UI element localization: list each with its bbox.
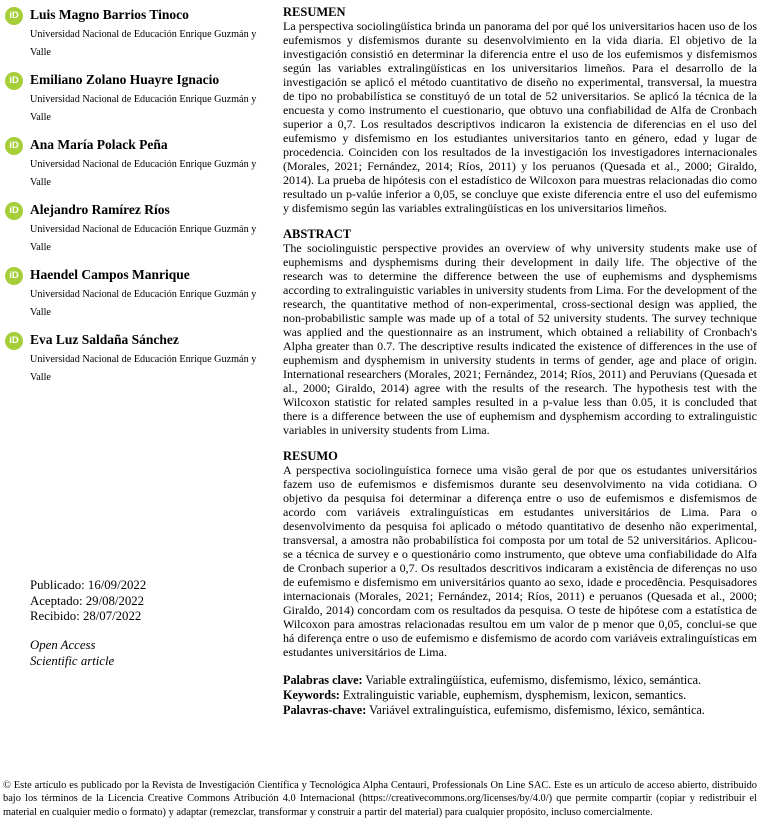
keyword-line-pt xyxy=(283,703,757,718)
author-name: Haendel Campos Manrique xyxy=(30,267,190,282)
published-date: Publicado: 16/09/2022 xyxy=(30,578,147,592)
orcid-icon[interactable] xyxy=(5,332,23,350)
orcid-icon-label: iD xyxy=(9,140,19,152)
author-entry xyxy=(5,201,273,255)
author-affiliation: Universidad Nacional de Educación Enrique Guzmán y Valle xyxy=(30,29,257,58)
author-text xyxy=(30,136,273,190)
section-abstract xyxy=(283,227,757,437)
author-affiliation: Universidad Nacional de Educación Enrique Guzmán y Valle xyxy=(30,289,257,318)
open-access-label: Open Access xyxy=(30,638,96,652)
keyword-line-es xyxy=(283,673,757,688)
access-block xyxy=(30,637,114,669)
author-text xyxy=(30,71,273,125)
author-entry xyxy=(5,266,273,320)
keyword-line-en xyxy=(283,688,757,703)
author-entry xyxy=(5,71,273,125)
author-name: Luis Magno Barrios Tinoco xyxy=(30,7,189,22)
orcid-icon-label: iD xyxy=(9,75,19,87)
author-text xyxy=(30,6,273,60)
orcid-icon[interactable] xyxy=(5,137,23,155)
orcid-icon[interactable] xyxy=(5,202,23,220)
author-affiliation: Universidad Nacional de Educación Enrique Guzmán y Valle xyxy=(30,354,257,383)
publication-dates xyxy=(30,578,146,625)
author-affiliation: Universidad Nacional de Educación Enrique Guzmán y Valle xyxy=(30,94,257,123)
keyword-label-en: Keywords: xyxy=(283,688,340,703)
keyword-label-pt: Palavras-chave: xyxy=(283,703,367,718)
abstract-body: The sociolinguistic perspective provides an overview of why university students make use of euphemisms and dysphemisms during their development in daily life. The objective of the research was to determine the difference between the use of euphemisms and dysphemisms according to extralinguistic variables in university students from Lima. For the development of the research, the quantitative method of non-experimental, cross-sectional design was applied, the non-probabilistic sample was made up of a total of 52 university students. The survey technique was applied and the questionnaire as an instrument, which obtained a reliability of Cronbach's Alpha greater than 0.7. The descriptive results indicated the existence of differences in the use of euphemism and dysphemism in university students in terms of gender, age and place of origin. International researchers (Morales, 2021; Fernández, 2014; Ríos, 2011) and Peruvians (Quesada et al., 2000; Giraldo, 2014) agree with the results of the research. The hypothesis test with the Wilcoxon statistic for related samples resulted in a p-value less than 0.05, it is concluded that there is a difference between the use of euphemism and dysphemism according to extralinguistic variables in university students from Lima. xyxy=(283,241,757,437)
keyword-text-es: Variable extralingüística, eufemismo, disfemismo, léxico, semántica. xyxy=(362,673,702,687)
author-entry xyxy=(5,331,273,385)
orcid-icon[interactable] xyxy=(5,267,23,285)
orcid-icon-label: iD xyxy=(9,335,19,347)
section-resumen xyxy=(283,5,757,215)
keyword-text-pt: Variável extralinguística, eufemismo, disfemismo, léxico, semântica. xyxy=(366,703,705,718)
orcid-icon-label: iD xyxy=(9,205,19,217)
author-text xyxy=(30,331,273,385)
license-text: © Este artículo es publicado por la Revista de Investigación Científica y Tecnológica Alpha Centauri, Professionals On Line SAC. Este es un artículo de acceso abierto, distribuido bajo los términos de la Licencia Creative Commons Atribución 4.0 Internacional (https://creativecommons.org/licenses/by/4.0/) que permite compartir (copiar y redistribuir el material en cualquier medio o formato) y adaptar (remezclar, transformar y construir a partir del material) para cualquier propósito, incluso comercialmente. xyxy=(3,779,757,818)
abstracts-panel xyxy=(283,5,757,719)
author-name: Emiliano Zolano Huayre Ignacio xyxy=(30,72,220,87)
received-date: Recibido: 28/07/2022 xyxy=(30,609,142,623)
author-affiliation: Universidad Nacional de Educación Enrique Guzmán y Valle xyxy=(30,159,257,188)
keyword-text-en: Extralinguistic variable, euphemism, dysphemism, lexicon, semantics. xyxy=(339,688,687,703)
article-type-label: Scientific article xyxy=(30,654,115,668)
author-name: Eva Luz Saldaña Sánchez xyxy=(30,332,179,347)
accepted-date: Aceptado: 29/08/2022 xyxy=(30,593,145,608)
author-name: Ana María Polack Peña xyxy=(30,137,168,152)
orcid-icon[interactable] xyxy=(5,72,23,90)
author-entry xyxy=(5,6,273,60)
license-footer xyxy=(3,779,757,819)
authors-panel xyxy=(5,6,273,396)
author-affiliation: Universidad Nacional de Educación Enrique Guzmán y Valle xyxy=(30,224,257,253)
author-entry xyxy=(5,136,273,190)
author-text xyxy=(30,266,273,320)
resumen-heading: RESUMEN xyxy=(283,5,346,19)
orcid-icon-label: iD xyxy=(9,270,19,282)
author-name: Alejandro Ramírez Ríos xyxy=(30,202,170,217)
orcid-icon[interactable] xyxy=(5,7,23,25)
orcid-icon-label: iD xyxy=(9,10,19,22)
keyword-label-es: Palabras clave: xyxy=(283,673,363,687)
resumo-body: A perspectiva sociolinguística fornece uma visão geral de por que os estudantes universitários fazem uso de eufemismos e disfemismos durante seu desenvolvimento na vida cotidiana. O objetivo da pesquisa foi determinar a diferença entre o uso de eufemismos e disfemismos de acordo com variáveis extralinguísticas em estudantes universitários de Lima. Para o desenvolvimento da pesquisa foi aplicado o método quantitativo de desenho não experimental, transversal, a amostra não probabilística foi composta por um total de 52 universitários. Aplicou-se a técnica de survey e o questionário como instrumento, que obteve uma confiabilidade do Alfa de Cronbach superior a 0,7. Os resultados descritivos indicaram a existência de diferenças no uso de eufemismo e disfemismo em universitários quanto ao sexo, idade e procedência. Pesquisadores internacionais (Morales, 2021; Fernández, 2014; Ríos, 2011) e peruanos (Quesada et al., 2000; Giraldo, 2014) concordam com os resultados da pesquisa. O teste de hipótese com a estatística de Wilcoxon para amostras relacionadas resultou em um valor de p menor que 0,05, conclui-se que há diferença entre o uso de eufemismo e disfemismo de acordo com variáveis extralinguísticas em estudantes universitários de Lima. xyxy=(283,463,757,659)
author-text xyxy=(30,201,273,255)
abstract-heading: ABSTRACT xyxy=(283,227,352,241)
section-resumo xyxy=(283,449,757,659)
resumo-heading: RESUMO xyxy=(283,449,338,463)
resumen-body: La perspectiva sociolingüística brinda un panorama del por qué los universitarios hacen uso de los eufemismos y disfemismos durante su desenvolvimiento en la vida diaria. El objetivo de la investigación consistió en determinar la diferencia entre el uso de los eufemismos y disfemismos según las variables extralingüísticas en los universitarios limeños. Para el desarrollo de la investigación se aplicó el método cuantitativo de diseño no experimental, transversal, la muestra de tipo no probabilística se constituyó de un total de 52 universitarios. Se aplicó la técnica de la encuesta y como instrumento el cuestionario, que obtuvo una confiabilidad de Alfa de Cronbach superior a 0,7. Los resultados descriptivos indicaron la existencia de diferencias en el uso del eufemismo y disfemismo en los estudiantes universitarios tanto en género, edad y lugar de procedencia. Coinciden con los resultados de la investigación los investigadores internacionales (Morales, 2021; Fernández, 2014; Ríos, 2011) y los peruanos (Quesada et al., 2000; Giraldo, 2014). La prueba de hipótesis con el estadístico de Wilcoxon para muestras relacionadas dio como resultado un p-valúe inferior a 0,05, se concluye que existe diferencia entre el uso del eufemismo y disfemismo según las variables extralingüísticas en los universitarios limeños. xyxy=(283,19,757,215)
keywords-block xyxy=(283,673,757,719)
